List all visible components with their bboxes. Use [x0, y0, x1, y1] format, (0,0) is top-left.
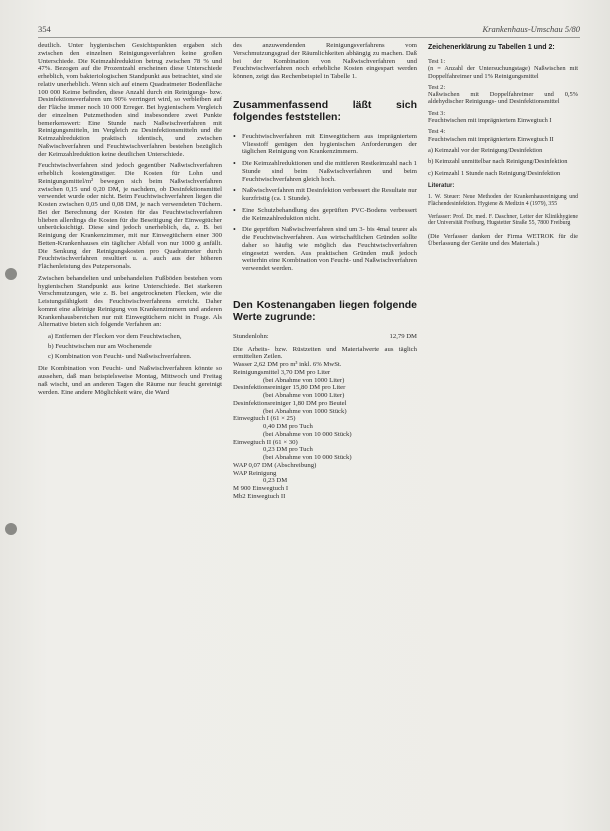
cost-line [233, 408, 417, 416]
cost-label: WAP 0,07 DM (Abschreibung) [233, 461, 317, 469]
test-label: Test 4: [428, 128, 446, 136]
bullet-item: • Die Keimzahlreduktionen und die mittleren Restkeimzahl nach 1 Stunde sind beim Naßwischverfahren und beim Feuchtwischverfahren gleich hoch. [233, 160, 417, 183]
list-item: b) Feuchtwischen nur am Wochenende [48, 342, 152, 350]
key-item: b) Keimzahl unmittelbar nach Reinigung/Desinfektion [428, 158, 568, 166]
cost-line [233, 462, 417, 470]
cost-label: Einwegtuch II (61 × 30) [233, 438, 298, 446]
list-item: c) Kombination von Feucht- und Naßwischverfahren. [48, 352, 192, 360]
cost-line [233, 431, 417, 439]
cost-label: (bei Abnahme von 1000 Liter) [263, 376, 345, 384]
test-text: Naßwischen mit Doppelfahreimer und 0,5% aldehydischer Reinigungs- und Desinfektionsmittel [428, 91, 578, 106]
column-right [428, 42, 578, 562]
test-text: Feuchtwischen mit imprägniertem Einwegtuch I [428, 117, 552, 125]
section-heading: Zusammenfassend läßt sich folgendes feststellen: [233, 98, 417, 123]
binder-hole [5, 523, 17, 535]
test-label: Test 2: [428, 83, 446, 91]
cost-label: WAP Reinigung [233, 469, 277, 477]
test-text: (n = Anzahl der Untersuchungstage) Naßwischen mit Doppelfahreimer und 1% Reinigungsmittel [428, 65, 578, 80]
cost-label: Die Arbeits- bzw. Rüstzeiten und Materialwerte aus täglich ermittelten Zeilen. [233, 345, 417, 361]
page-number: 354 [38, 24, 51, 34]
test-text: Feuchtwischen mit imprägniertem Einwegtuch II [428, 135, 554, 143]
cost-label: Desinfektionsreiniger 15,80 DM pro Liter [233, 384, 346, 392]
cost-basis-list [233, 333, 417, 501]
cost-label: Reinigungsmittel 3,70 DM pro Liter [233, 368, 331, 376]
test-legend [428, 58, 578, 143]
legend-heading: Zeichenerklärung zu Tabellen 1 und 2: [428, 44, 555, 51]
paragraph: des anzuwendenden Reinigungsverfahrens vom Verschmutzungsgrad der Räumlichkeiten abhängig zu machen. Daß bei der Kombination von Naßwischverfahren und Feuchtwischverfahren noch erhebliche Kosten eingespart werden können, zeigt das Rechenbeispiel in Tabelle 1. [233, 42, 417, 80]
alternatives-list [38, 333, 222, 360]
cost-line [233, 415, 417, 423]
cost-label: M 900 Einwegtuch I [233, 485, 289, 492]
list-item: a) Entfernen der Flecken vor dem Feuchtwischen, [48, 333, 182, 340]
key-item: a) Keimzahl vor der Reinigung/Desinfektion [428, 146, 543, 154]
cost-label: (bei Abnahme von 10 000 Stück) [263, 454, 352, 461]
cost-line [233, 485, 417, 493]
test-label: Test 1: [428, 58, 446, 65]
cost-label: Mb2 Einwegtuch II [233, 492, 286, 500]
cost-line [233, 477, 417, 485]
paragraph: deutlich. Unter hygienischen Gesichtspunkten ergaben sich zwischen den einzelnen Reinigungsverfahren keine großen Unterschiede. Die Keimzahlreduktion betrug zwischen 78 % und 47%. Bezogen auf die Prozentzahl erscheinen diese Unterschiede erheblich, vom bakteriologischen Standpunkt aus betrachtet, sind sie relativ unerheblich. Wenn sich auf einem Quadratmeter Bodenfläche 100 000 Keime befinden, diese Anzahl durch ein Reinigungs- bzw. Desinfektionsverfahren um 90% verringert wird, so verbleiben auf der Fläche immer noch 10 000 Erreger. Bei hygienischem Vergleich der einzelnen Putzmethoden sind insbesondere zwei Punkte bemerkenswert: Eine Stunde nach Naßwischverfahren mit Reinigungsmitteln, im Vergleich zu Desinfektionsmitteln und die Keimzahlreduktion praktisch identisch, und zwischen Naßwischverfahren und Feuchtwischverfahren bestehen bezüglich der Keimzahlreduktion keine deutlichen Unterschiede. [38, 42, 222, 158]
cost-label: Stundenlohn: [233, 332, 269, 340]
bullet-item: • Eine Schutzbehandlung des geprüften PVC-Bodens verbessert die Keimzahlreduktion nicht. [233, 207, 417, 223]
cost-line [233, 400, 417, 408]
cost-label: Wasser 2,62 DM pro m³ inkl. 6% MwSt. [233, 361, 342, 368]
cost-line [233, 369, 417, 377]
cost-label: (bei Abnahme von 10 000 Stück) [263, 430, 352, 438]
paragraph: Zwischen behandelten und unbehandelten Fußböden bestehen vom hygienischen Standpunkt aus keine Unterschiede. Bei starkeren Verschmutzungen, wie z. B. bei angetrockneten Flecken, wie die Leistungsfähigkeit des Feuchtwischverfahrens erreicht. Daher kommt eine alleinige Reinigung von Krankenzimmern und anderen Krankenhausbereichen nur mit Einwegtüchern nicht in Frage. Als Alternative bieten sich folgende Verfahren an: [38, 274, 222, 329]
cost-line [233, 384, 417, 392]
cost-line [233, 493, 417, 501]
column-middle [233, 42, 417, 827]
cost-label: 0,23 DM [263, 477, 288, 485]
binder-hole [5, 268, 17, 280]
cost-line [233, 392, 417, 400]
section-heading: Den Kostenangaben liegen folgende Werte zugrunde: [233, 298, 417, 323]
cost-label: Desinfektionsreiniger 1,80 DM pro Beutel [233, 399, 347, 407]
cost-line [233, 446, 417, 454]
test-label: Test 3: [428, 109, 446, 117]
cost-label: 0,40 DM pro Tuch [263, 423, 313, 430]
cost-line [233, 423, 417, 431]
acknowledgement: (Die Verfasser danken der Firma WETROK für die Überlassung der Geräte und des Materials.) [428, 232, 578, 248]
cost-line [233, 377, 417, 385]
cost-line [233, 439, 417, 447]
bullet-item: • Naßwischverfahren mit Desinfektion verbessert die Resultate nur kurzfristig (ca. 1 Stunde). [233, 187, 417, 203]
header-rule [38, 37, 580, 38]
key-legend [428, 147, 578, 177]
literature-entry: 1. W. Steuer: Neue Methoden der Krankenhausreinigung und Flächendesinfektion. Hygiene & Medizin 4 (1979), 355 [428, 194, 578, 207]
bullet-item: • Feuchtwischverfahren mit Einwegtüchern aus imprägniertem Vliesstoff genügen den hygienischen Anforderungen der täglichen Reinigung von Krankenzimmern. [233, 133, 417, 156]
cost-label: (bei Abnahme von 1000 Liter) [263, 392, 345, 399]
literature-label: Literatur: [428, 182, 455, 189]
cost-line [233, 333, 417, 341]
author-address: Verfasser: Prof. Dr. med. F. Daschner, Leiter der Klinikhygiene der Universität Freiburg, Hugstetter Straße 55, 7800 Freiburg [428, 213, 578, 227]
column-left [38, 42, 222, 827]
paragraph: Die Kombination von Feucht- und Naßwischverfahren könnte so aussehen, daß man beispielsweise Montag, Mittwoch und Freitag naß wischt, und an anderen Tagen die Räume nur feucht gereinigt werden. Eine andere Möglichkeit wäre, die Ward [38, 365, 222, 396]
cost-label: 0,23 DM pro Tuch [263, 446, 313, 454]
summary-bullets [233, 133, 417, 273]
cost-line [233, 346, 417, 362]
key-item: c) Keimzahl 1 Stunde nach Reinigung/Desinfektion [428, 169, 561, 177]
paragraph: Feuchtwischverfahren sind jedoch gegenüber Naßwischverfahren erheblich kostengünstiger. Die Kosten für Lohn und Reinigungsmittel/m² bewegen sich beim Naßwischverfahren zwischen 0,15 und 0,20 DM, je nachdem, ob Desinfektionsmittel verwendet wurde oder nicht. Beim Feuchtwischverfahren liegen die Kosten zwischen 0,05 und 0,08 DM, je nach verwendeten Tüchern. Bei der Berechnung der Kosten für das Feuchtwischverfahren blieben allerdings die Kosten für die Beseitigung der Einwegtücher unberücksichtigt. Diese sind jedoch unerheblich, da, z. B. bei Reinigung der Krankenzimmer, mit nur Einwegtüchern einer 300 Betten-Krankenhauses ein täglicher Abfall von nur 1000 g anfällt. Die Senkung der Reinigungskosten pro Quadratmeter durch Feuchtwischverfahren resultiert u. a. auch aus der höheren Flächenleistung des Putzpersonals. [38, 162, 222, 270]
cost-line [233, 361, 417, 369]
bullet-item: • Die geprüften Naßwischverfahren sind um 3- bis 4mal teurer als die Feuchtwischverfahren. Aus wirtschaftlichen Gründen sollte daher so häufig wie möglich das Feuchtwischverfahren eingesetzt werden. Aus praktischen Gründen muß jedoch weiterhin eine Kombination von Feucht- und Naßwischverfahren verwendet werden. [233, 226, 417, 273]
cost-label: (bei Abnahme von 1000 Stück) [263, 407, 347, 415]
running-header: Krankenhaus-Umschau 5/80 [482, 24, 580, 34]
cost-value: 12,79 DM [389, 332, 417, 340]
cost-line [233, 454, 417, 462]
cost-label: Einwegtuch I (61 × 25) [233, 415, 296, 423]
cost-line [233, 470, 417, 478]
